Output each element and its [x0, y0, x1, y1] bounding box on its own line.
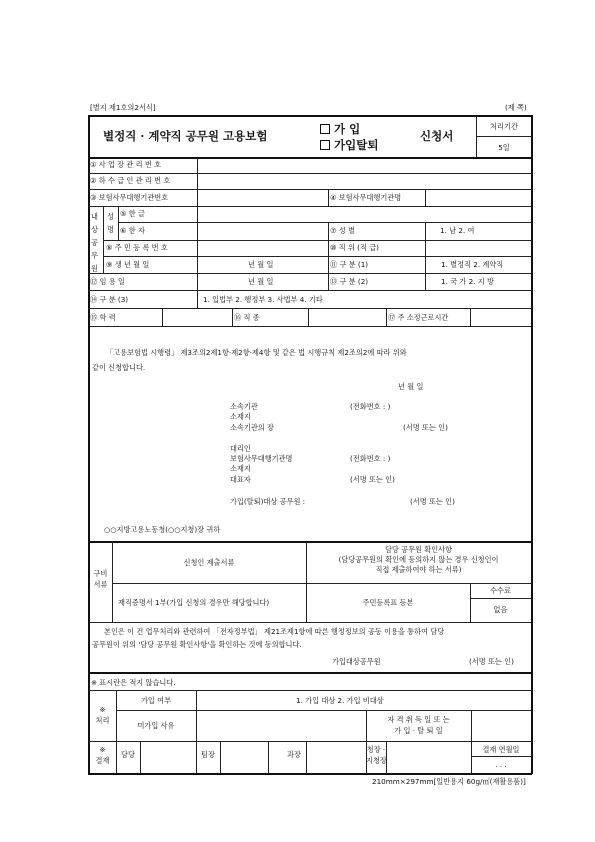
org-head-signature: (서명 또는 인): [403, 423, 448, 432]
org-phone: (전화번호 : ): [350, 402, 391, 411]
docs-side-label: 구비 서류: [93, 569, 108, 589]
agent-address-label: 소재지: [230, 464, 251, 473]
subcontractor-number-label: ② 하 수 급 인 관 리 번 호: [90, 176, 171, 185]
category3-label: ⑭ 구 분 (3): [90, 295, 129, 304]
withdraw-checkbox[interactable]: [320, 140, 330, 150]
category2-label: ⑬ 구 분 (2): [330, 277, 369, 286]
recipient: ○○지방고용노동청(○○지청)장 귀하: [104, 525, 221, 534]
agent-label: 대리인: [230, 444, 251, 453]
form-title: 별정직 · 계약직 공무원 고용보험: [103, 129, 268, 143]
agent-name-label: 보험사무대행기관명: [230, 454, 293, 463]
hire-ymd: 년 월 일: [248, 277, 274, 286]
category2-options[interactable]: 1. 국 가 2. 지 방: [441, 277, 494, 286]
consent-signature: (서명 또는 인): [469, 657, 514, 666]
hire-date-label: ⑫ 임 용 일: [90, 277, 125, 286]
fee-value: 없음: [493, 605, 508, 614]
approval-date-label: 결재 연월일: [482, 745, 520, 754]
job-type-label: ⑯ 직 종: [234, 313, 260, 322]
statement-line2: 같이 신청합니다.: [92, 363, 146, 372]
workplace-number-label: ① 사 업 장 관 리 번 호: [90, 160, 162, 169]
withdraw-option[interactable]: 가입탈퇴: [320, 137, 378, 153]
approval-side-label: ※ 결재: [95, 745, 110, 765]
fee-label: 수수료: [490, 586, 511, 595]
birth-ymd: 년 월 일: [248, 260, 274, 269]
officer-doc-item: 주민등록표 등본: [362, 598, 414, 607]
agency-number-label: ③ 보험사무대행기관번호: [90, 193, 169, 202]
category1-label: ⑪ 구 분 (1): [330, 260, 369, 269]
agent-rep-label: 대표자: [230, 475, 251, 484]
qualification-date-label: 자 격 취 득 일 또 는 가 입 · 탈 퇴 일: [387, 715, 450, 735]
approval-team-leader: 팀장: [201, 750, 215, 759]
applicant-docs-label: 신청인 제출서류: [183, 558, 235, 567]
work-hours-label: ⑰ 주 소정근로시간: [388, 313, 449, 322]
nonjoin-reason-label: 미가입 사유: [137, 721, 175, 730]
form-title-suffix: 신청서: [420, 129, 454, 143]
approval-head: 청장 · 지청장: [366, 745, 387, 765]
member-label: 가입(탈퇴)대상 공무원 :: [230, 497, 306, 506]
page-note: (제 쪽): [505, 103, 527, 112]
officer-check-header: 담당 공무원 확인사항 (담당공무원의 확인에 동의하지 않는 경우 신청인이 직접 제출하여야 하는 서류): [338, 545, 499, 574]
education-label: ⑮ 학 력: [90, 313, 116, 322]
statement-line1: 「고용보험법 시행령」 제3조의2제1항·제2항·제4항 및 같은 법 시행규칙 제2조의2에 따라 위와: [106, 348, 407, 357]
period-value: 5일: [498, 143, 510, 152]
rrn-label: ⑧ 주 민 등 록 번 호: [106, 243, 168, 252]
member-signature: (서명 또는 인): [410, 497, 455, 506]
side-label-name: 성 명: [107, 212, 114, 234]
gender-label: ⑦ 성 별: [330, 226, 355, 235]
category3-options[interactable]: 1. 입법부 2. 행정부 3. 사법부 4. 기타: [203, 295, 323, 304]
form-code: [별지 제1호의2서식]: [90, 103, 156, 112]
processing-side-label: ※ 처리: [95, 705, 110, 725]
period-label: 처리기간: [490, 122, 518, 131]
footer-note: ※ 표시란은 적지 않습니다.: [91, 678, 176, 687]
join-status-label: 가입 여부: [140, 696, 172, 705]
agent-signature: (서명 또는 인): [350, 475, 395, 484]
join-option[interactable]: 가 입: [320, 121, 360, 137]
statement-date: 년 월 일: [398, 382, 424, 391]
consent-line2: 공무원이 위의 '담당 공무원 확인사항'을 확인하는 것에 동의합니다.: [92, 640, 302, 649]
join-checkbox[interactable]: [320, 124, 330, 134]
gender-options[interactable]: 1. 남 2. 여: [440, 226, 475, 235]
org-label: 소속기관: [230, 402, 258, 411]
name-hanja-label: ⑥ 한 자: [120, 226, 145, 235]
approval-date-value: . . .: [495, 760, 507, 769]
consent-person: 가입대상공무원: [332, 657, 381, 666]
applicant-doc-item: 재직증명서 1부(가입 신청의 경우만 해당합니다): [118, 598, 270, 607]
birth-label: ⑨ 생 년 월 일: [106, 260, 150, 269]
agency-name-label: ④ 보험사무대행기관명: [330, 193, 402, 202]
name-hangul-label: ⑤ 한 글: [120, 209, 145, 218]
org-address-label: 소재지: [230, 412, 251, 421]
consent-line1: 본인은 이 건 업무처리와 관련하여 「전자정부법」 제21조제1항에 따른 행정정보의 공동 이용을 통하여 담당: [104, 627, 445, 636]
side-label-target: 내 상 공 무 원: [91, 212, 98, 273]
join-status-options[interactable]: 1. 가입 대상 2. 가입 비대상: [296, 696, 384, 705]
rank-label: ⑩ 직 위 (직 급): [330, 243, 379, 252]
approval-director: 과장: [287, 750, 301, 759]
approval-charge: 담당: [121, 750, 135, 759]
paper-spec: 210mm×297mm[일반용지 60g/㎡(재활용품)]: [372, 777, 526, 786]
category1-options[interactable]: 1. 별정직 2. 계약직: [441, 260, 504, 269]
agent-phone: (전화번호 : ): [350, 454, 391, 463]
org-head-label: 소속기관의 장: [230, 423, 274, 432]
